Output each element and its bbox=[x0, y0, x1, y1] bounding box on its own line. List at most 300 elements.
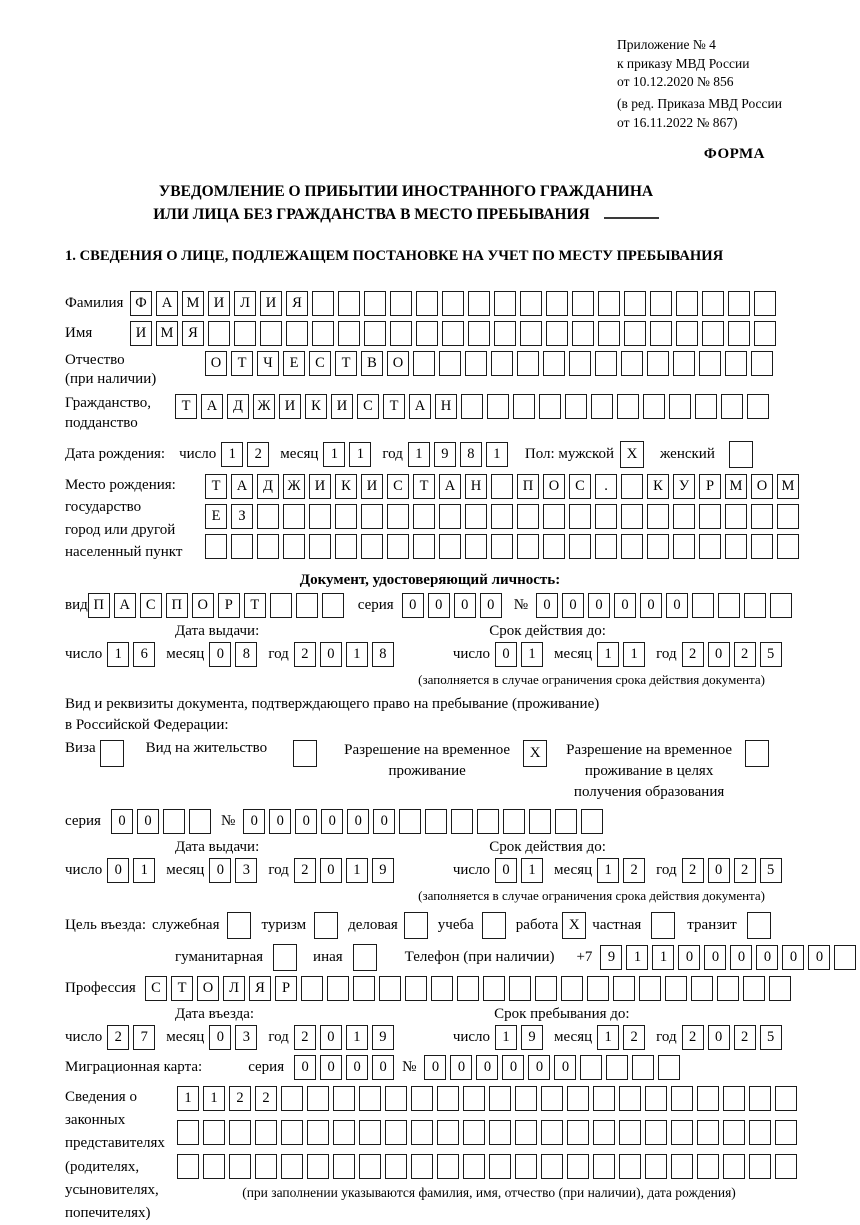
char-cell[interactable] bbox=[312, 291, 334, 316]
char-cell[interactable] bbox=[307, 1086, 329, 1111]
char-cell[interactable] bbox=[208, 321, 230, 346]
char-cell[interactable] bbox=[567, 1086, 589, 1111]
char-cell[interactable] bbox=[387, 534, 409, 559]
char-cell[interactable]: 0 bbox=[269, 809, 291, 834]
char-cell[interactable] bbox=[509, 976, 531, 1001]
char-cell[interactable] bbox=[699, 534, 721, 559]
char-cell[interactable] bbox=[581, 809, 603, 834]
char-cell[interactable]: 0 bbox=[209, 858, 231, 883]
char-cell[interactable] bbox=[494, 321, 516, 346]
char-cell[interactable]: 1 bbox=[486, 442, 508, 467]
char-cell[interactable]: 2 bbox=[734, 642, 756, 667]
char-cell[interactable]: Р bbox=[699, 474, 721, 499]
char-cell[interactable]: 0 bbox=[782, 945, 804, 970]
char-cell[interactable]: М bbox=[156, 321, 178, 346]
char-cell[interactable]: И bbox=[309, 474, 331, 499]
char-cell[interactable] bbox=[697, 1086, 719, 1111]
char-cell[interactable] bbox=[650, 321, 672, 346]
char-cell[interactable] bbox=[513, 394, 535, 419]
char-cell[interactable] bbox=[580, 1055, 602, 1080]
char-cell[interactable]: О bbox=[543, 474, 565, 499]
char-cell[interactable]: Е bbox=[205, 504, 227, 529]
char-cell[interactable] bbox=[442, 291, 464, 316]
char-cell[interactable] bbox=[591, 394, 613, 419]
char-cell[interactable]: 1 bbox=[107, 642, 129, 667]
char-cell[interactable]: И bbox=[208, 291, 230, 316]
char-cell[interactable] bbox=[744, 593, 766, 618]
char-cell[interactable]: И bbox=[260, 291, 282, 316]
char-cell[interactable]: 0 bbox=[320, 1025, 342, 1050]
char-cell[interactable]: А bbox=[409, 394, 431, 419]
char-cell[interactable]: 2 bbox=[107, 1025, 129, 1050]
purpose-business-checkbox[interactable] bbox=[227, 912, 251, 939]
char-cell[interactable]: 2 bbox=[682, 642, 704, 667]
char-cell[interactable] bbox=[515, 1120, 537, 1145]
char-cell[interactable] bbox=[775, 1086, 797, 1111]
char-cell[interactable] bbox=[234, 321, 256, 346]
char-cell[interactable] bbox=[673, 504, 695, 529]
char-cell[interactable] bbox=[777, 504, 799, 529]
char-cell[interactable]: 1 bbox=[133, 858, 155, 883]
char-cell[interactable]: 0 bbox=[450, 1055, 472, 1080]
char-cell[interactable] bbox=[309, 504, 331, 529]
char-cell[interactable] bbox=[658, 1055, 680, 1080]
sex-female-checkbox[interactable] bbox=[729, 441, 753, 468]
purpose-transit-checkbox[interactable] bbox=[747, 912, 771, 939]
char-cell[interactable]: 0 bbox=[495, 642, 517, 667]
char-cell[interactable] bbox=[673, 351, 695, 376]
char-cell[interactable] bbox=[619, 1154, 641, 1179]
char-cell[interactable]: 0 bbox=[808, 945, 830, 970]
char-cell[interactable]: 0 bbox=[209, 642, 231, 667]
char-cell[interactable] bbox=[205, 534, 227, 559]
char-cell[interactable] bbox=[437, 1120, 459, 1145]
char-cell[interactable]: 0 bbox=[480, 593, 502, 618]
residence-permit-checkbox[interactable] bbox=[293, 740, 317, 767]
char-cell[interactable]: 1 bbox=[408, 442, 430, 467]
char-cell[interactable]: Т bbox=[383, 394, 405, 419]
char-cell[interactable] bbox=[691, 976, 713, 1001]
char-cell[interactable]: 0 bbox=[321, 809, 343, 834]
char-cell[interactable]: О bbox=[197, 976, 219, 1001]
char-cell[interactable] bbox=[338, 321, 360, 346]
char-cell[interactable] bbox=[515, 1086, 537, 1111]
char-cell[interactable] bbox=[697, 1154, 719, 1179]
char-cell[interactable]: 0 bbox=[562, 593, 584, 618]
char-cell[interactable]: 0 bbox=[588, 593, 610, 618]
char-cell[interactable] bbox=[621, 351, 643, 376]
purpose-tourism-checkbox[interactable] bbox=[314, 912, 338, 939]
char-cell[interactable] bbox=[569, 351, 591, 376]
char-cell[interactable] bbox=[489, 1086, 511, 1111]
char-cell[interactable]: 2 bbox=[682, 1025, 704, 1050]
char-cell[interactable]: Ж bbox=[283, 474, 305, 499]
char-cell[interactable] bbox=[725, 504, 747, 529]
char-cell[interactable] bbox=[439, 351, 461, 376]
char-cell[interactable] bbox=[555, 809, 577, 834]
char-cell[interactable] bbox=[385, 1120, 407, 1145]
char-cell[interactable]: И bbox=[279, 394, 301, 419]
char-cell[interactable] bbox=[632, 1055, 654, 1080]
char-cell[interactable]: 0 bbox=[528, 1055, 550, 1080]
char-cell[interactable] bbox=[301, 976, 323, 1001]
char-cell[interactable] bbox=[751, 504, 773, 529]
char-cell[interactable]: А bbox=[156, 291, 178, 316]
char-cell[interactable] bbox=[411, 1154, 433, 1179]
char-cell[interactable]: 1 bbox=[495, 1025, 517, 1050]
char-cell[interactable] bbox=[725, 351, 747, 376]
char-cell[interactable] bbox=[535, 976, 557, 1001]
char-cell[interactable] bbox=[676, 291, 698, 316]
char-cell[interactable] bbox=[777, 534, 799, 559]
char-cell[interactable]: 0 bbox=[614, 593, 636, 618]
char-cell[interactable] bbox=[283, 534, 305, 559]
char-cell[interactable]: Н bbox=[465, 474, 487, 499]
char-cell[interactable]: О bbox=[192, 593, 214, 618]
char-cell[interactable] bbox=[413, 534, 435, 559]
char-cell[interactable]: 3 bbox=[235, 858, 257, 883]
char-cell[interactable] bbox=[385, 1154, 407, 1179]
char-cell[interactable]: 2 bbox=[294, 1025, 316, 1050]
char-cell[interactable] bbox=[541, 1120, 563, 1145]
char-cell[interactable]: 1 bbox=[203, 1086, 225, 1111]
char-cell[interactable] bbox=[431, 976, 453, 1001]
char-cell[interactable] bbox=[390, 321, 412, 346]
char-cell[interactable] bbox=[717, 976, 739, 1001]
char-cell[interactable] bbox=[338, 291, 360, 316]
char-cell[interactable]: . bbox=[595, 474, 617, 499]
temp-residence-checkbox[interactable]: X bbox=[523, 740, 547, 767]
char-cell[interactable] bbox=[743, 976, 765, 1001]
char-cell[interactable] bbox=[647, 504, 669, 529]
char-cell[interactable] bbox=[565, 394, 587, 419]
char-cell[interactable]: 0 bbox=[708, 642, 730, 667]
char-cell[interactable]: В bbox=[361, 351, 383, 376]
char-cell[interactable] bbox=[529, 809, 551, 834]
char-cell[interactable] bbox=[494, 291, 516, 316]
char-cell[interactable] bbox=[593, 1154, 615, 1179]
char-cell[interactable]: 9 bbox=[600, 945, 622, 970]
char-cell[interactable] bbox=[751, 351, 773, 376]
char-cell[interactable] bbox=[465, 534, 487, 559]
char-cell[interactable] bbox=[572, 291, 594, 316]
char-cell[interactable]: 2 bbox=[734, 858, 756, 883]
char-cell[interactable] bbox=[587, 976, 609, 1001]
char-cell[interactable] bbox=[416, 321, 438, 346]
char-cell[interactable] bbox=[671, 1120, 693, 1145]
char-cell[interactable] bbox=[723, 1154, 745, 1179]
char-cell[interactable]: 9 bbox=[372, 1025, 394, 1050]
char-cell[interactable]: С bbox=[145, 976, 167, 1001]
char-cell[interactable] bbox=[489, 1154, 511, 1179]
char-cell[interactable] bbox=[413, 504, 435, 529]
char-cell[interactable] bbox=[309, 534, 331, 559]
char-cell[interactable]: О bbox=[205, 351, 227, 376]
char-cell[interactable] bbox=[411, 1086, 433, 1111]
char-cell[interactable] bbox=[769, 976, 791, 1001]
char-cell[interactable] bbox=[177, 1120, 199, 1145]
char-cell[interactable] bbox=[465, 351, 487, 376]
char-cell[interactable] bbox=[163, 809, 185, 834]
char-cell[interactable] bbox=[520, 321, 542, 346]
char-cell[interactable]: 0 bbox=[402, 593, 424, 618]
char-cell[interactable]: 1 bbox=[346, 1025, 368, 1050]
char-cell[interactable] bbox=[335, 504, 357, 529]
char-cell[interactable] bbox=[669, 394, 691, 419]
char-cell[interactable]: 0 bbox=[243, 809, 265, 834]
char-cell[interactable]: 8 bbox=[460, 442, 482, 467]
char-cell[interactable] bbox=[624, 291, 646, 316]
char-cell[interactable]: 0 bbox=[320, 858, 342, 883]
purpose-other-checkbox[interactable] bbox=[353, 944, 377, 971]
char-cell[interactable]: 0 bbox=[320, 1055, 342, 1080]
char-cell[interactable]: К bbox=[305, 394, 327, 419]
char-cell[interactable]: 0 bbox=[704, 945, 726, 970]
char-cell[interactable] bbox=[451, 809, 473, 834]
char-cell[interactable]: О bbox=[387, 351, 409, 376]
char-cell[interactable] bbox=[593, 1086, 615, 1111]
char-cell[interactable]: Е bbox=[283, 351, 305, 376]
char-cell[interactable] bbox=[543, 351, 565, 376]
char-cell[interactable] bbox=[359, 1154, 381, 1179]
char-cell[interactable]: 5 bbox=[760, 1025, 782, 1050]
char-cell[interactable] bbox=[593, 1120, 615, 1145]
char-cell[interactable] bbox=[390, 291, 412, 316]
char-cell[interactable]: А bbox=[201, 394, 223, 419]
char-cell[interactable] bbox=[283, 504, 305, 529]
char-cell[interactable] bbox=[572, 321, 594, 346]
char-cell[interactable] bbox=[489, 1120, 511, 1145]
char-cell[interactable] bbox=[754, 291, 776, 316]
char-cell[interactable] bbox=[673, 534, 695, 559]
char-cell[interactable] bbox=[442, 321, 464, 346]
char-cell[interactable]: 2 bbox=[623, 858, 645, 883]
char-cell[interactable]: 0 bbox=[372, 1055, 394, 1080]
char-cell[interactable] bbox=[624, 321, 646, 346]
char-cell[interactable]: 1 bbox=[323, 442, 345, 467]
char-cell[interactable]: 1 bbox=[346, 642, 368, 667]
char-cell[interactable]: О bbox=[751, 474, 773, 499]
char-cell[interactable]: П bbox=[88, 593, 110, 618]
char-cell[interactable] bbox=[491, 474, 513, 499]
purpose-commercial-checkbox[interactable] bbox=[404, 912, 428, 939]
char-cell[interactable]: 1 bbox=[597, 1025, 619, 1050]
char-cell[interactable]: 2 bbox=[255, 1086, 277, 1111]
char-cell[interactable] bbox=[621, 504, 643, 529]
char-cell[interactable] bbox=[487, 394, 509, 419]
char-cell[interactable] bbox=[775, 1120, 797, 1145]
char-cell[interactable] bbox=[619, 1120, 641, 1145]
char-cell[interactable]: Т bbox=[175, 394, 197, 419]
char-cell[interactable] bbox=[650, 291, 672, 316]
char-cell[interactable]: А bbox=[231, 474, 253, 499]
char-cell[interactable]: 1 bbox=[349, 442, 371, 467]
char-cell[interactable] bbox=[543, 534, 565, 559]
char-cell[interactable]: 0 bbox=[476, 1055, 498, 1080]
char-cell[interactable] bbox=[671, 1086, 693, 1111]
char-cell[interactable]: 2 bbox=[294, 642, 316, 667]
char-cell[interactable]: 7 bbox=[133, 1025, 155, 1050]
char-cell[interactable]: З bbox=[231, 504, 253, 529]
char-cell[interactable]: 9 bbox=[372, 858, 394, 883]
char-cell[interactable] bbox=[399, 809, 421, 834]
char-cell[interactable] bbox=[296, 593, 318, 618]
char-cell[interactable]: 0 bbox=[666, 593, 688, 618]
char-cell[interactable] bbox=[569, 504, 591, 529]
char-cell[interactable] bbox=[425, 809, 447, 834]
char-cell[interactable] bbox=[639, 976, 661, 1001]
char-cell[interactable] bbox=[543, 504, 565, 529]
char-cell[interactable]: 6 bbox=[133, 642, 155, 667]
char-cell[interactable]: С bbox=[569, 474, 591, 499]
char-cell[interactable]: 0 bbox=[209, 1025, 231, 1050]
char-cell[interactable]: М bbox=[182, 291, 204, 316]
char-cell[interactable]: Д bbox=[257, 474, 279, 499]
char-cell[interactable] bbox=[775, 1154, 797, 1179]
char-cell[interactable] bbox=[749, 1086, 771, 1111]
char-cell[interactable]: 9 bbox=[434, 442, 456, 467]
char-cell[interactable]: 0 bbox=[347, 809, 369, 834]
char-cell[interactable] bbox=[520, 291, 542, 316]
char-cell[interactable] bbox=[333, 1154, 355, 1179]
char-cell[interactable]: 1 bbox=[597, 642, 619, 667]
char-cell[interactable] bbox=[517, 351, 539, 376]
char-cell[interactable] bbox=[645, 1120, 667, 1145]
char-cell[interactable] bbox=[517, 504, 539, 529]
char-cell[interactable] bbox=[747, 394, 769, 419]
char-cell[interactable] bbox=[595, 504, 617, 529]
char-cell[interactable]: Т bbox=[171, 976, 193, 1001]
char-cell[interactable]: 0 bbox=[137, 809, 159, 834]
char-cell[interactable]: С bbox=[387, 474, 409, 499]
char-cell[interactable] bbox=[379, 976, 401, 1001]
char-cell[interactable] bbox=[699, 504, 721, 529]
char-cell[interactable]: И bbox=[361, 474, 383, 499]
char-cell[interactable] bbox=[619, 1086, 641, 1111]
char-cell[interactable] bbox=[463, 1120, 485, 1145]
purpose-humanitarian-checkbox[interactable] bbox=[273, 944, 297, 971]
char-cell[interactable] bbox=[270, 593, 292, 618]
char-cell[interactable]: 3 bbox=[235, 1025, 257, 1050]
char-cell[interactable]: У bbox=[673, 474, 695, 499]
char-cell[interactable] bbox=[281, 1086, 303, 1111]
char-cell[interactable] bbox=[359, 1086, 381, 1111]
sex-male-checkbox[interactable]: X bbox=[620, 441, 644, 468]
char-cell[interactable]: Р bbox=[218, 593, 240, 618]
char-cell[interactable] bbox=[721, 394, 743, 419]
char-cell[interactable] bbox=[387, 504, 409, 529]
char-cell[interactable]: 1 bbox=[626, 945, 648, 970]
char-cell[interactable] bbox=[461, 394, 483, 419]
char-cell[interactable] bbox=[503, 809, 525, 834]
char-cell[interactable]: 0 bbox=[554, 1055, 576, 1080]
char-cell[interactable] bbox=[569, 534, 591, 559]
char-cell[interactable]: 0 bbox=[111, 809, 133, 834]
char-cell[interactable]: 0 bbox=[373, 809, 395, 834]
char-cell[interactable]: 1 bbox=[521, 642, 543, 667]
char-cell[interactable] bbox=[463, 1086, 485, 1111]
char-cell[interactable]: Т bbox=[244, 593, 266, 618]
char-cell[interactable] bbox=[477, 809, 499, 834]
char-cell[interactable]: 0 bbox=[678, 945, 700, 970]
char-cell[interactable]: 0 bbox=[708, 858, 730, 883]
char-cell[interactable] bbox=[353, 976, 375, 1001]
char-cell[interactable] bbox=[834, 945, 856, 970]
char-cell[interactable] bbox=[416, 291, 438, 316]
char-cell[interactable] bbox=[725, 534, 747, 559]
char-cell[interactable] bbox=[749, 1120, 771, 1145]
char-cell[interactable] bbox=[361, 534, 383, 559]
char-cell[interactable] bbox=[598, 321, 620, 346]
char-cell[interactable] bbox=[770, 593, 792, 618]
char-cell[interactable] bbox=[439, 534, 461, 559]
visa-checkbox[interactable] bbox=[100, 740, 124, 767]
char-cell[interactable] bbox=[647, 534, 669, 559]
char-cell[interactable] bbox=[621, 474, 643, 499]
char-cell[interactable] bbox=[483, 976, 505, 1001]
char-cell[interactable] bbox=[255, 1154, 277, 1179]
char-cell[interactable]: Т bbox=[231, 351, 253, 376]
char-cell[interactable] bbox=[333, 1120, 355, 1145]
char-cell[interactable]: 1 bbox=[521, 858, 543, 883]
char-cell[interactable]: П bbox=[517, 474, 539, 499]
char-cell[interactable]: Ж bbox=[253, 394, 275, 419]
char-cell[interactable] bbox=[255, 1120, 277, 1145]
char-cell[interactable] bbox=[463, 1154, 485, 1179]
char-cell[interactable] bbox=[491, 534, 513, 559]
char-cell[interactable]: 0 bbox=[495, 858, 517, 883]
char-cell[interactable]: Д bbox=[227, 394, 249, 419]
char-cell[interactable]: К bbox=[647, 474, 669, 499]
char-cell[interactable] bbox=[229, 1120, 251, 1145]
char-cell[interactable]: Ч bbox=[257, 351, 279, 376]
char-cell[interactable]: Я bbox=[249, 976, 271, 1001]
char-cell[interactable] bbox=[189, 809, 211, 834]
char-cell[interactable]: Н bbox=[435, 394, 457, 419]
char-cell[interactable] bbox=[335, 534, 357, 559]
char-cell[interactable]: 0 bbox=[756, 945, 778, 970]
char-cell[interactable] bbox=[439, 504, 461, 529]
char-cell[interactable] bbox=[203, 1120, 225, 1145]
char-cell[interactable]: 9 bbox=[521, 1025, 543, 1050]
char-cell[interactable] bbox=[281, 1120, 303, 1145]
char-cell[interactable] bbox=[754, 321, 776, 346]
char-cell[interactable]: С bbox=[309, 351, 331, 376]
char-cell[interactable] bbox=[645, 1154, 667, 1179]
char-cell[interactable]: 0 bbox=[708, 1025, 730, 1050]
char-cell[interactable]: 0 bbox=[295, 809, 317, 834]
char-cell[interactable] bbox=[517, 534, 539, 559]
char-cell[interactable]: П bbox=[166, 593, 188, 618]
char-cell[interactable] bbox=[327, 976, 349, 1001]
char-cell[interactable] bbox=[676, 321, 698, 346]
char-cell[interactable] bbox=[257, 504, 279, 529]
char-cell[interactable] bbox=[515, 1154, 537, 1179]
char-cell[interactable] bbox=[621, 534, 643, 559]
char-cell[interactable]: 2 bbox=[294, 858, 316, 883]
char-cell[interactable] bbox=[231, 534, 253, 559]
char-cell[interactable]: 0 bbox=[346, 1055, 368, 1080]
char-cell[interactable] bbox=[364, 291, 386, 316]
char-cell[interactable]: С bbox=[357, 394, 379, 419]
char-cell[interactable]: 1 bbox=[597, 858, 619, 883]
char-cell[interactable] bbox=[723, 1086, 745, 1111]
purpose-private-checkbox[interactable] bbox=[651, 912, 675, 939]
char-cell[interactable] bbox=[281, 1154, 303, 1179]
char-cell[interactable] bbox=[364, 321, 386, 346]
char-cell[interactable] bbox=[361, 504, 383, 529]
char-cell[interactable] bbox=[359, 1120, 381, 1145]
